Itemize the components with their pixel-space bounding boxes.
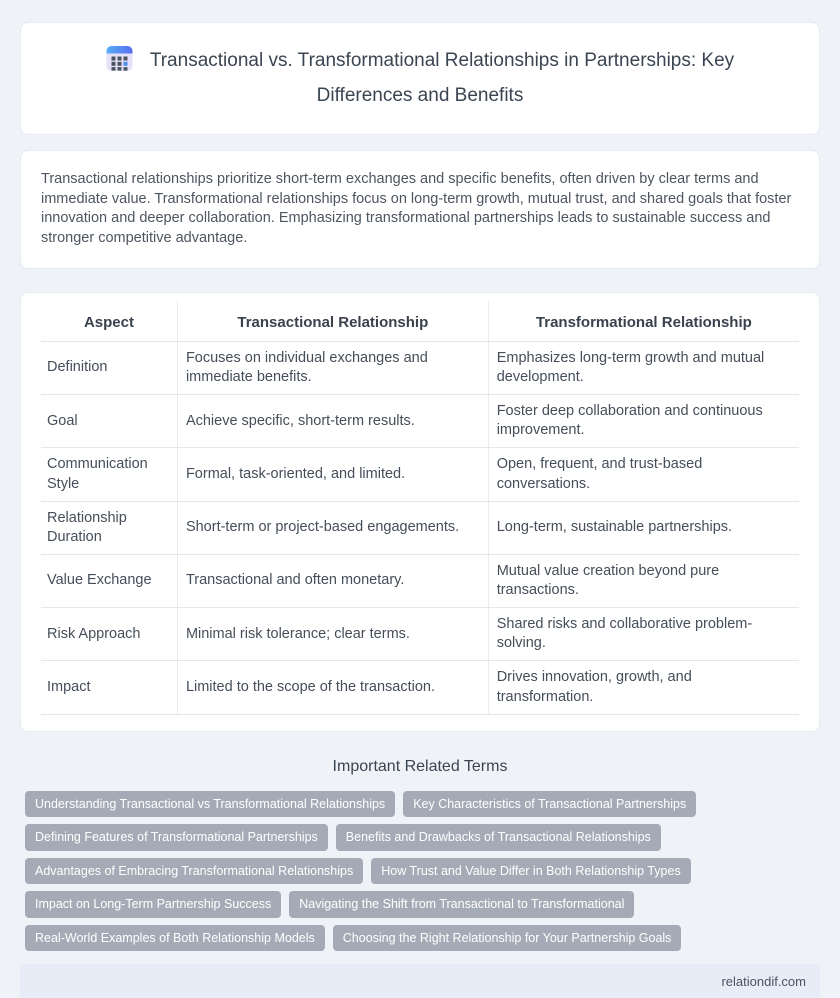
table-row (41, 448, 799, 501)
aspect-cell: Goal (41, 395, 177, 448)
related-term-tag[interactable]: Impact on Long-Term Partnership Success (25, 891, 281, 918)
transactional-cell: Transactional and often monetary. (177, 554, 488, 607)
related-term-tag[interactable]: Navigating the Shift from Transactional to Transformational (289, 891, 634, 918)
related-term-tag[interactable]: Defining Features of Transformational Partnerships (25, 824, 328, 851)
transformational-cell: Shared risks and collaborative problem-solving. (488, 608, 799, 661)
related-term-tag[interactable]: Choosing the Right Relationship for Your Partnership Goals (333, 925, 682, 952)
related-term-tag[interactable]: Benefits and Drawbacks of Transactional Relationships (336, 824, 661, 851)
column-header-aspect: Aspect (41, 301, 177, 342)
transformational-cell: Emphasizes long-term growth and mutual development. (488, 341, 799, 394)
related-term-tag[interactable]: Understanding Transactional vs Transformational Relationships (25, 791, 395, 818)
transformational-cell: Drives innovation, growth, and transformation. (488, 661, 799, 714)
transactional-cell: Formal, task-oriented, and limited. (177, 448, 488, 501)
comparison-table-body (41, 341, 799, 714)
footer-bar (20, 964, 820, 998)
related-terms-heading: Important Related Terms (332, 757, 508, 775)
related-term-tag[interactable]: Key Characteristics of Transactional Partnerships (403, 791, 696, 818)
aspect-cell: Definition (41, 341, 177, 394)
related-term-tag[interactable]: How Trust and Value Differ in Both Relationship Types (371, 858, 690, 885)
table-row (41, 661, 799, 714)
footer-domain: relationdif.com (721, 973, 806, 989)
comparison-table (41, 301, 799, 715)
aspect-cell: Risk Approach (41, 608, 177, 661)
comparison-table-card (20, 292, 820, 732)
transactional-cell: Focuses on individual exchanges and immediate benefits. (177, 341, 488, 394)
table-row (41, 608, 799, 661)
related-terms-list (25, 791, 815, 952)
transactional-cell: Limited to the scope of the transaction. (177, 661, 488, 714)
page-title (57, 45, 783, 110)
table-header-row (41, 301, 799, 342)
aspect-cell: Relationship Duration (41, 501, 177, 554)
header-card (20, 22, 820, 135)
aspect-cell: Communication Style (41, 448, 177, 501)
table-row (41, 341, 799, 394)
transactional-cell: Achieve specific, short-term results. (177, 395, 488, 448)
column-header-transformational: Transformational Relationship (488, 301, 799, 342)
table-row (41, 501, 799, 554)
transactional-cell: Short-term or project-based engagements. (177, 501, 488, 554)
summary-card (20, 150, 820, 269)
aspect-cell: Value Exchange (41, 554, 177, 607)
transformational-cell: Foster deep collaboration and continuous improvement. (488, 395, 799, 448)
summary-text: Transactional relationships prioritize short-term exchanges and specific benefits, often driven by clear terms and immediate value. Transformational relationships focus on long-term growth, mutual trust, and shared goals that foster innovation and deeper collaboration. Emphasizing transformational partnerships leads to sustainable success and stronger competitive advantage. (41, 171, 792, 247)
column-header-transactional: Transactional Relationship (177, 301, 488, 342)
related-term-tag[interactable]: Advantages of Embracing Transformational Relationships (25, 858, 363, 885)
page (0, 22, 840, 998)
calendar-grid-icon (106, 45, 133, 82)
transactional-cell: Minimal risk tolerance; clear terms. (177, 608, 488, 661)
transformational-cell: Long-term, sustainable partnerships. (488, 501, 799, 554)
page-title-text: Transactional vs. Transformational Relationships in Partnerships: Key Differences and Benefits (149, 50, 735, 106)
transformational-cell: Mutual value creation beyond pure transactions. (488, 554, 799, 607)
table-row (41, 554, 799, 607)
transformational-cell: Open, frequent, and trust-based conversations. (488, 448, 799, 501)
aspect-cell: Impact (41, 661, 177, 714)
related-term-tag[interactable]: Real-World Examples of Both Relationship Models (25, 925, 325, 952)
table-row (41, 395, 799, 448)
